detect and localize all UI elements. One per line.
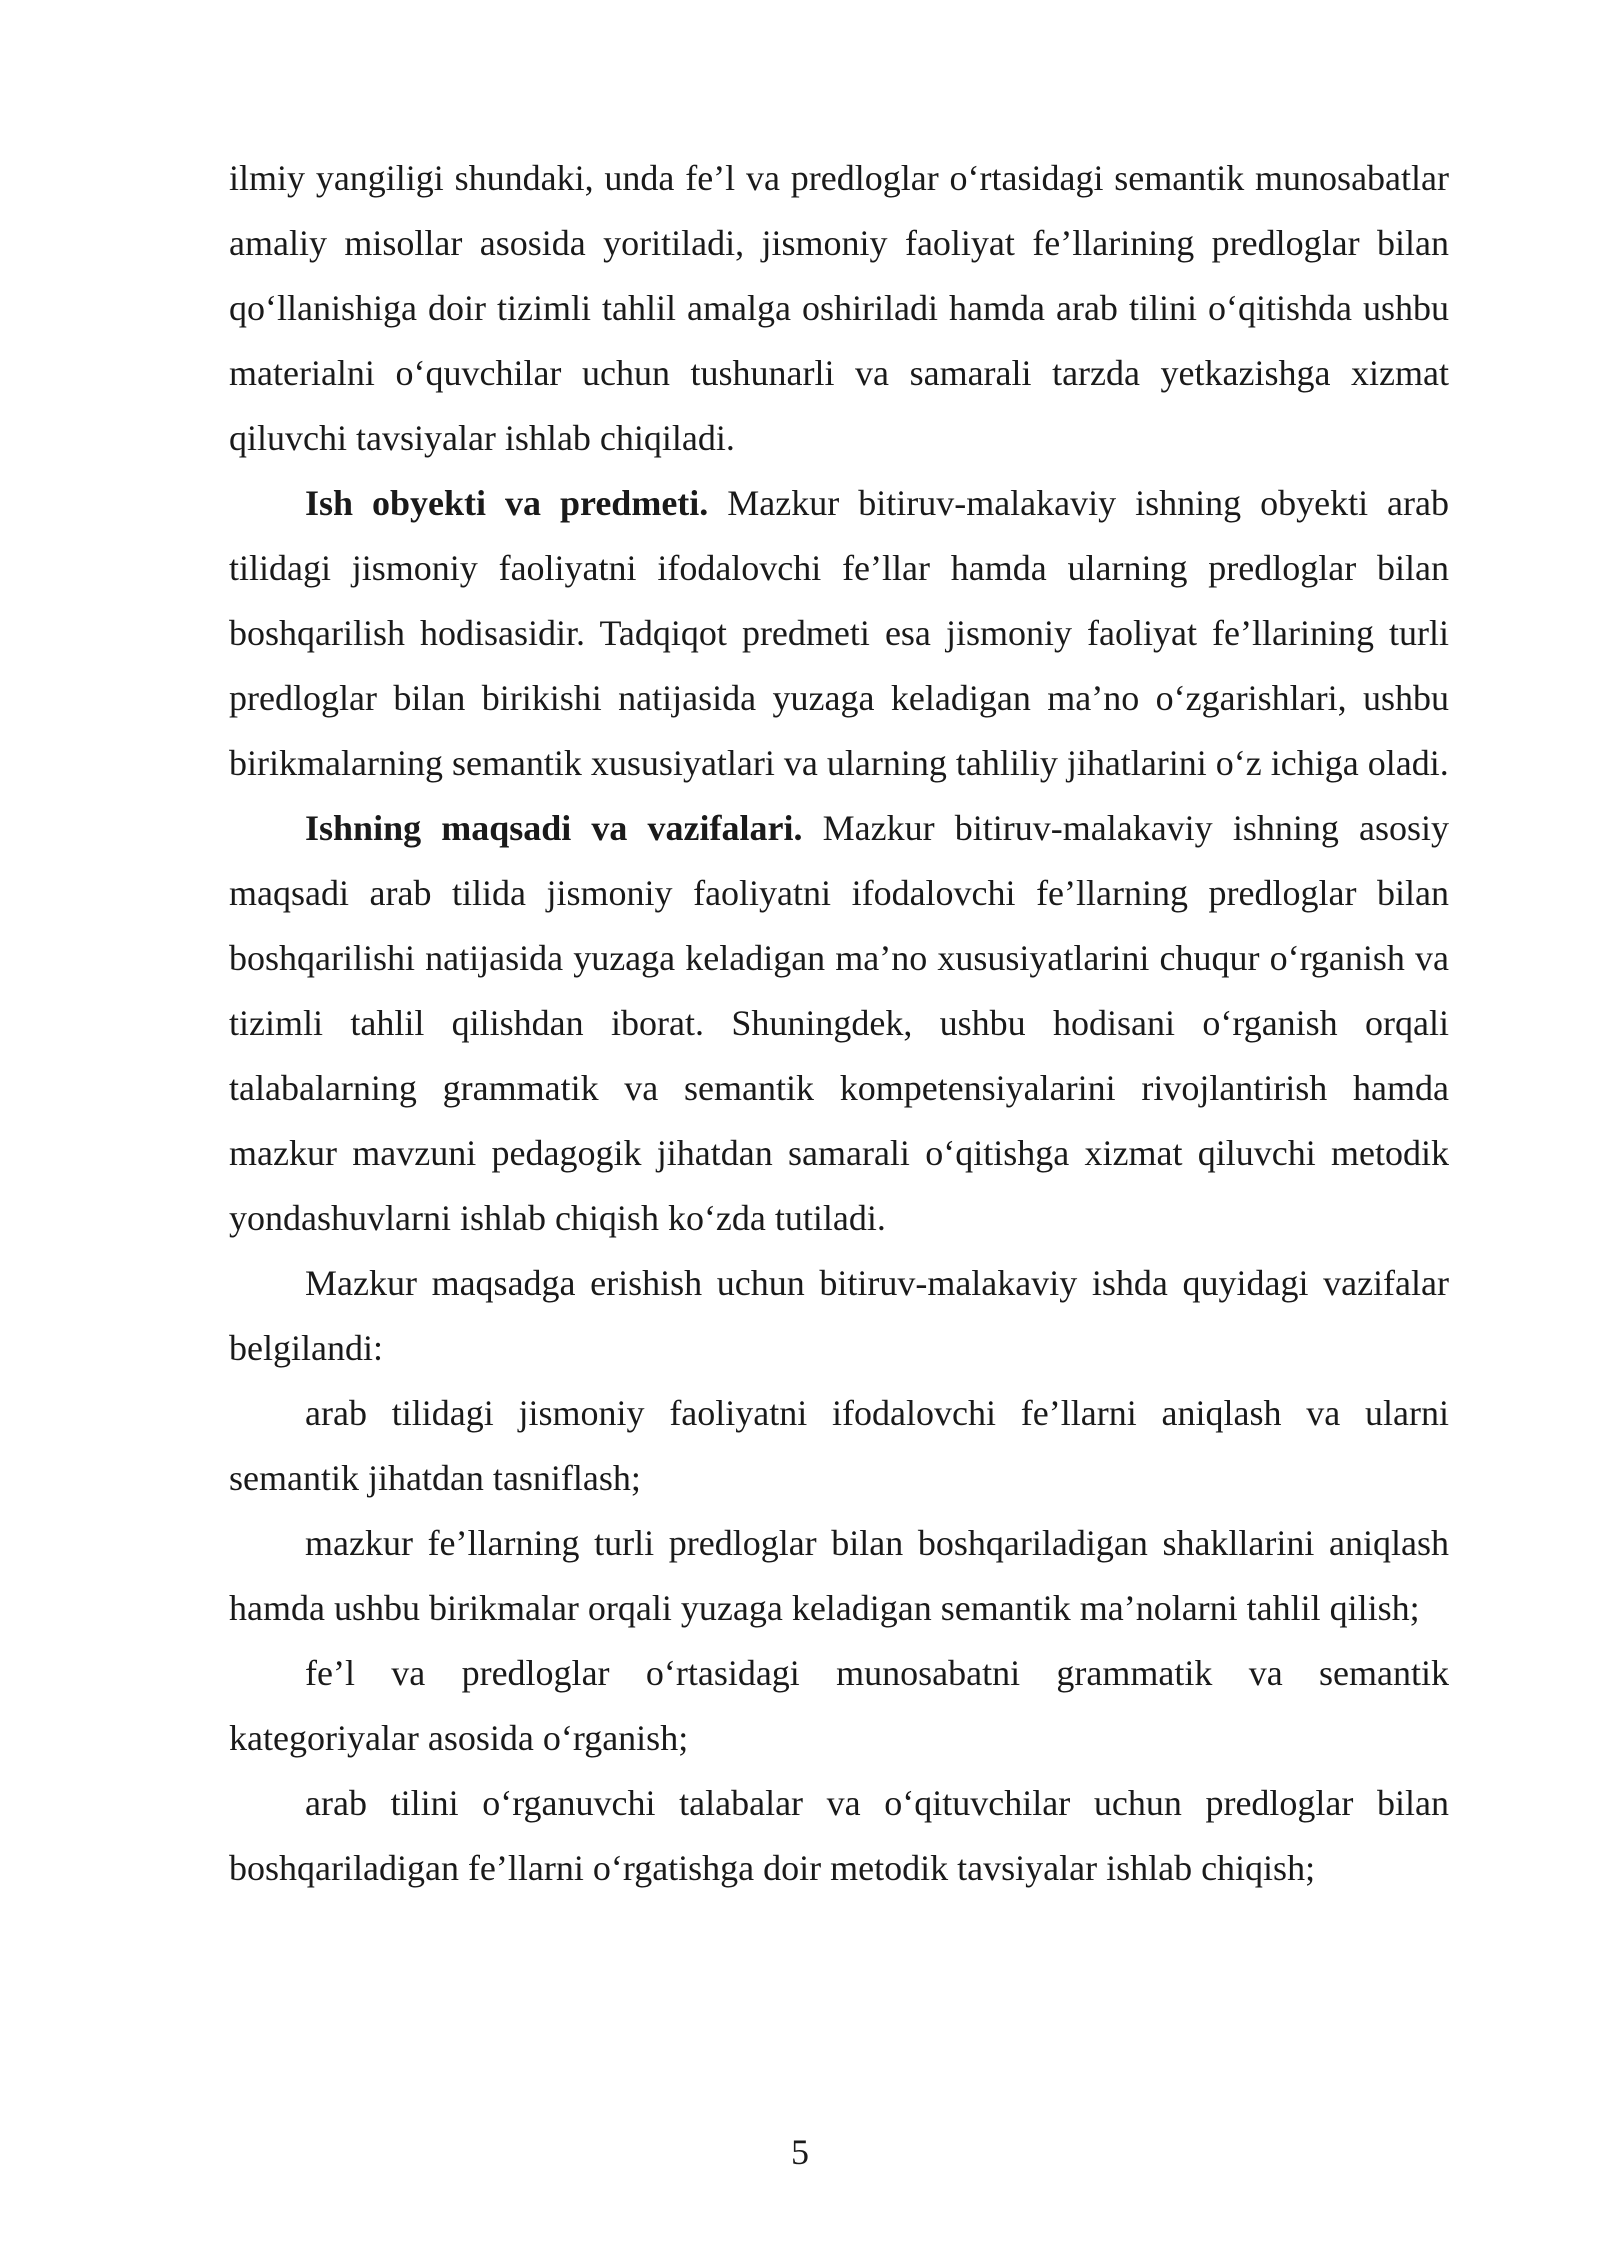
task-item-text: fe’l va predloglar o‘rtasidagi munosabatni grammatik va semantik kategoriyalar asosida o‘rganish; — [229, 1653, 1449, 1758]
paragraph-heading: Ish obyekti va predmeti. — [305, 483, 709, 523]
paragraph-text: Mazkur maqsadga erishish uchun bitiruv-malakaviy ishda quyidagi vazifalar belgilandi: — [229, 1263, 1449, 1368]
paragraph-tasks-intro — [229, 1251, 1449, 1381]
paragraph-heading: Ishning maqsadi va vazifalari. — [305, 808, 803, 848]
task-item-text: mazkur fe’llarning turli predloglar bilan boshqariladigan shakllarini aniqlash hamda ushbu birikmalar orqali yuzaga keladigan semantik ma’nolarni tahlil qilish; — [229, 1523, 1449, 1628]
page-number: 5 — [791, 2132, 809, 2172]
task-item — [229, 1511, 1449, 1641]
paragraph-text: ilmiy yangiligi shundaki, unda fe’l va predloglar o‘rtasidagi semantik munosabatlar amaliy misollar asosida yoritiladi, jismoniy faoliyat fe’llarining predloglar bilan qo‘llanishiga doir tizimli tahlil amalga oshiriladi hamda arab tilini o‘qitishda ushbu materialni o‘quvchilar uchun tushunarli va samarali tarzda yetkazishga xizmat qiluvchi tavsiyalar ishlab chiqiladi. — [229, 158, 1449, 458]
paragraph-aims-and-tasks — [229, 796, 1449, 1251]
document-body — [229, 146, 1449, 1901]
paragraph-object-and-subject — [229, 471, 1449, 796]
task-item-text: arab tilini o‘rganuvchi talabalar va o‘qituvchilar uchun predloglar bilan boshqariladigan fe’llarni o‘rgatishga doir metodik tavsiyalar ishlab chiqish; — [229, 1783, 1449, 1888]
paragraph-novelty-continuation — [229, 146, 1449, 471]
paragraph-text: Mazkur bitiruv-malakaviy ishning obyekti arab tilidagi jismoniy faoliyatni ifodalovchi fe’llar hamda ularning predloglar bilan boshqarilish hodisasidir. Tadqiqot predmeti esa jismoniy faoliyat fe’llarining turli predloglar bilan birikishi natijasida yuzaga keladigan ma’no o‘zgarishlari, ushbu birikmalarning semantik xususiyatlari va ularning tahliliy jihatlarini o‘z ichiga oladi. — [229, 483, 1449, 783]
task-item — [229, 1641, 1449, 1771]
paragraph-text: Mazkur bitiruv-malakaviy ishning asosiy maqsadi arab tilida jismoniy faoliyatni ifodalovchi fe’llarning predloglar bilan boshqarilishi natijasida yuzaga keladigan ma’no xususiyatlarini chuqur o‘rganish va tizimli tahlil qilishdan iborat. Shuningdek, ushbu hodisani o‘rganish orqali talabalarning grammatik va semantik kompetensiyalarini rivojlantirish hamda mazkur mavzuni pedagogik jihatdan samarali o‘qitishga xizmat qiluvchi metodik yondashuvlarni ishlab chiqish ko‘zda tutiladi. — [229, 808, 1449, 1238]
task-item — [229, 1381, 1449, 1511]
task-item-text: arab tilidagi jismoniy faoliyatni ifodalovchi fe’llarni aniqlash va ularni semantik jihatdan tasniflash; — [229, 1393, 1449, 1498]
task-item — [229, 1771, 1449, 1901]
